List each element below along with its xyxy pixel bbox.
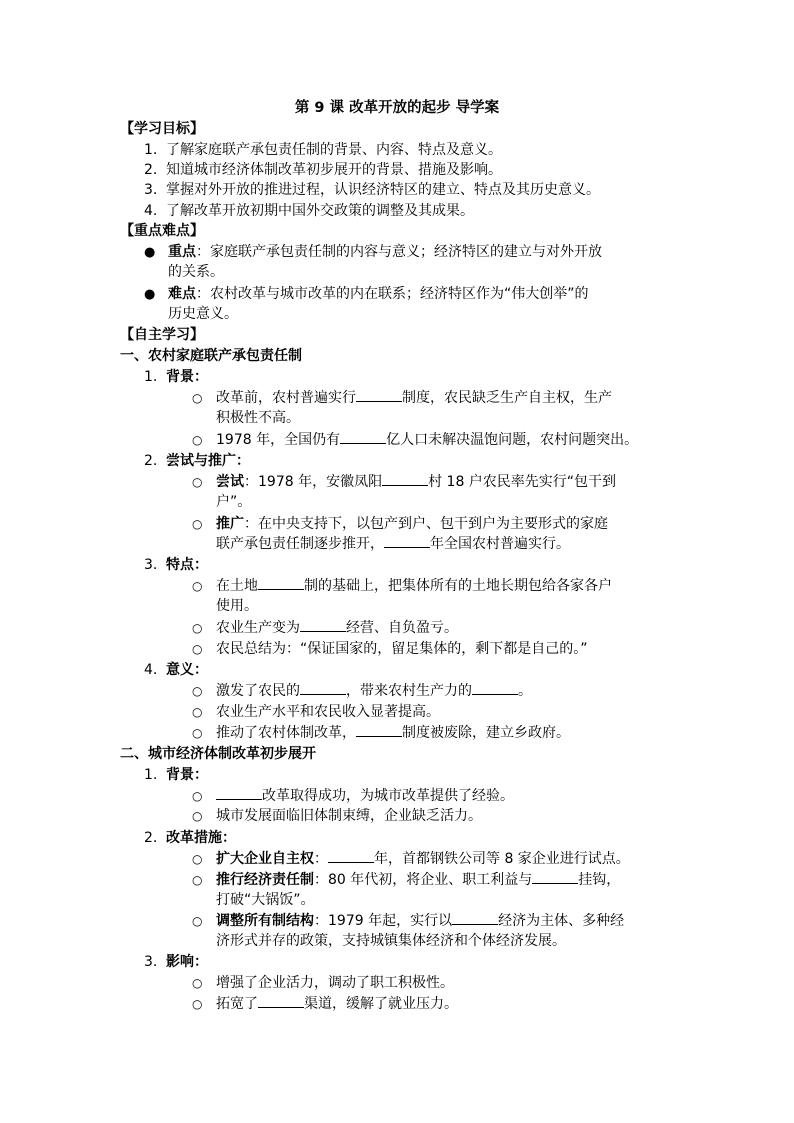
fill-blank	[328, 849, 374, 863]
circle-bullet-icon: ○	[192, 642, 203, 656]
circle-bullet-icon: ○	[192, 976, 203, 990]
fill-blank	[258, 994, 304, 1008]
circle-bullet-icon: ○	[192, 914, 203, 928]
list-item: ○ 拓宽了 渠道，缓解了就业压力。	[192, 996, 458, 1012]
list-item: ○ 改革取得成功，为城市改革提供了经验。	[192, 788, 514, 804]
subheading-trial: 2. 尝试与推广：	[144, 453, 250, 469]
circle-bullet-icon: ○	[192, 579, 203, 593]
list-item: ○ 增强了企业活力，调动了职工积极性。	[192, 975, 454, 991]
subheading-meaning: 4. 意义：	[144, 662, 208, 678]
goal-item: 2. 知道城市经济体制改革初步展开的背景、措施及影响。	[144, 162, 502, 178]
subheading-background: 1. 背景：	[144, 369, 208, 385]
section-heading-self-study: 【自主学习】	[120, 327, 204, 343]
circle-bullet-icon: ○	[192, 789, 203, 803]
fill-blank	[300, 681, 346, 695]
circle-bullet-icon: ○	[192, 391, 203, 405]
circle-bullet-icon: ○	[192, 852, 203, 866]
circle-bullet-icon: ○	[192, 997, 203, 1011]
difficulty-item: ● 难点：农村改革与城市改革的内在联系；经济特区作为“伟大创举”的	[144, 284, 589, 304]
fill-blank	[532, 870, 578, 884]
part-heading-rural: 一、农村家庭联产承包责任制	[120, 348, 302, 364]
bullet-icon: ●	[144, 287, 156, 302]
fill-blank	[382, 472, 428, 486]
subheading-effect: 3. 影响：	[144, 954, 208, 970]
circle-bullet-icon: ○	[192, 433, 203, 447]
list-item: ○ 推动了农村体制改革， 制度被废除，建立乡政府。	[192, 725, 570, 741]
goal-item: 4. 了解改革开放初期中国外交政策的调整及其成果。	[144, 203, 474, 219]
fill-blank	[356, 723, 402, 737]
focus-item: ● 重点：家庭联产承包责任制的内容与意义；经济特区的建立与对外开放	[144, 242, 602, 262]
subheading-feature: 3. 特点：	[144, 557, 208, 573]
list-item: ○ 改革前，农村普遍实行 制度，农民缺乏生产自主权，生产	[192, 390, 612, 406]
subheading-measures: 2. 改革措施：	[144, 830, 236, 846]
goal-item: 3. 掌握对外开放的推进过程，认识经济特区的建立、特点及其历史意义。	[144, 182, 600, 198]
page-title: 第 9 课 改革开放的起步 导学案	[294, 100, 500, 116]
list-item: ○ 尝试：1978 年，安徽凤阳 村 18 户农民率先实行“包干到	[192, 474, 617, 490]
circle-bullet-icon: ○	[192, 726, 203, 740]
list-item: ○ 推广：在中央支持下，以包产到户、包干到户为主要形式的家庭	[192, 516, 608, 532]
difficulty-item-cont: 历史意义。	[168, 306, 238, 322]
fill-blank	[452, 911, 498, 925]
list-item: ○ 城市发展面临旧体制束缚，企业缺乏活力。	[192, 808, 482, 824]
circle-bullet-icon: ○	[192, 684, 203, 698]
list-item: ○ 1978 年，全国仍有 亿人口未解决温饱问题，农村问题突出。	[192, 432, 639, 448]
fill-blank	[258, 576, 304, 590]
list-item: ○ 推行经济责任制：80 年代初，将企业、职工利益与 挂钩，	[192, 872, 621, 888]
list-item: ○ 扩大企业自主权： 年，首都钢铁公司等 8 家企业进行试点。	[192, 851, 630, 867]
list-item: ○ 农业生产变为 经营、自负盈亏。	[192, 620, 458, 636]
fill-blank	[340, 430, 386, 444]
list-item: ○ 调整所有制结构：1979 年起，实行以 经济为主体、多种经	[192, 913, 625, 929]
circle-bullet-icon: ○	[192, 475, 203, 489]
list-item-cont: 使用。	[216, 598, 258, 614]
section-heading-keypoints: 【重点难点】	[120, 223, 204, 239]
section-heading-goals: 【学习目标】	[120, 121, 204, 137]
focus-item-cont: 的关系。	[168, 264, 224, 280]
list-item-cont: 户”。	[216, 494, 252, 510]
list-item-cont: 济形式并存的政策，支持城镇集体经济和个体经济发展。	[216, 933, 566, 949]
circle-bullet-icon: ○	[192, 873, 203, 887]
list-item-cont: 联产承包责任制逐步推开， 年全国农村普遍实行。	[216, 536, 570, 552]
subheading-background: 1. 背景：	[144, 767, 208, 783]
list-item: ○ 农业生产水平和农民收入显著提高。	[192, 704, 440, 720]
fill-blank	[472, 681, 518, 695]
list-item: ○ 在土地 制的基础上，把集体所有的土地长期包给各家各户	[192, 578, 612, 594]
fill-blank	[216, 786, 262, 800]
part-heading-urban: 二、城市经济体制改革初步展开	[120, 746, 316, 762]
circle-bullet-icon: ○	[192, 621, 203, 635]
circle-bullet-icon: ○	[192, 705, 203, 719]
circle-bullet-icon: ○	[192, 517, 203, 531]
goal-item: 1. 了解家庭联产承包责任制的背景、内容、特点及意义。	[144, 142, 502, 158]
list-item: ○ 农民总结为：“保证国家的，留足集体的，剩下都是自己的。”	[192, 641, 588, 657]
list-item: ○ 激发了农民的 ，带来农村生产力的 。	[192, 683, 532, 699]
fill-blank	[356, 388, 402, 402]
fill-blank	[384, 534, 430, 548]
circle-bullet-icon: ○	[192, 809, 203, 823]
list-item-cont: 积极性不高。	[216, 410, 300, 426]
fill-blank	[300, 618, 346, 632]
bullet-icon: ●	[144, 245, 156, 260]
list-item-cont: 打破“大锅饭”。	[216, 892, 315, 908]
